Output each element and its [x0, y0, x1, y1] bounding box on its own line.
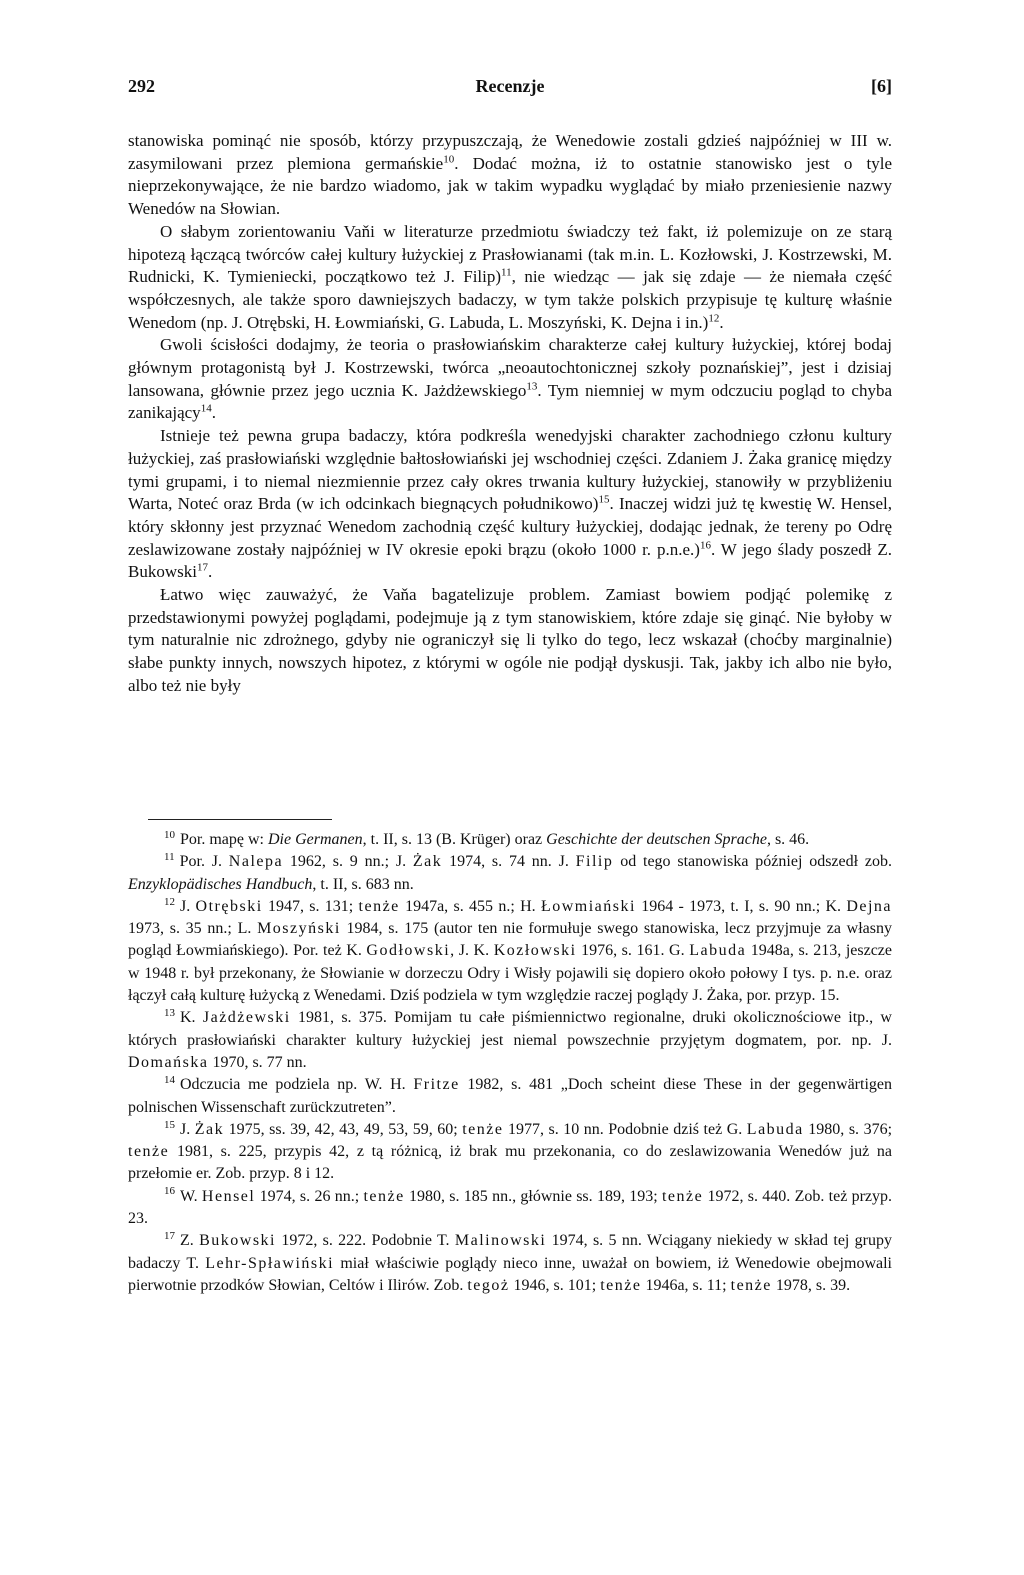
footnote-number: 17	[164, 1230, 175, 1243]
footnote-ref: 15	[598, 493, 610, 506]
text-run: Gwoli ścisłości dodajmy, że teoria o prasłowiańskim charakterze całej kultury łużyckiej, której bodaj głównym protagonistą był J. Kostrzewski, twórca „neoautochtonicznej szkoły poznańskiej”, jest i dzisiaj lansowana, głównie przez jego ucznia K. Jażdżewskiego	[128, 335, 892, 400]
author-name: Kozłowski	[493, 942, 577, 960]
text-run: , s. 46.	[766, 831, 810, 848]
footnote-ref: 10	[443, 153, 455, 166]
text-run: 1974, s. 5 nn. Wciągany niekiedy w skład tej grupy badaczy T.	[128, 1232, 893, 1272]
footnote-number: 12	[164, 895, 175, 908]
text-run: 1947a, s. 455 n.; H.	[399, 897, 541, 915]
author-name: tenże	[600, 1276, 642, 1294]
text-run: 1948a, s. 213, jeszcze w 1948 r. był przekonany, że Słowianie w dorzeczu Odry i Wisły pojawili się dopiero około połowy I tys. p. n.e. oraz łączył całą kulturę łużycką z Wenedami. Dziś podziela w tym względzie raczej poglądy J. Żaka, por. przyp. 15.	[128, 942, 893, 1005]
author-name: Fritze	[413, 1076, 460, 1094]
author-name: Labuda	[746, 1120, 804, 1138]
main-text	[128, 130, 892, 698]
text-run: 1974, s. 74 nn. J.	[442, 853, 576, 871]
text-run: .	[207, 562, 213, 582]
work-title: Enzyklopädisches Handbuch	[128, 875, 313, 893]
text-run: Istnieje też pewna grupa badaczy, która podkreśla wenedyjski charakter zachodniego członu kultury łużyckiej, zaś prasłowiański względnie bałtosłowiański jej wschodniej części. Zdaniem J. Żaka granicę między tymi grupami, i to niemal niezmiennie przez cały okres trwania kultury łużyckiej, stanowiły w przybliżeniu Warta, Noteć oraz Brda (w ich odcinkach biegnących południkowo)	[128, 426, 892, 514]
paragraph	[128, 334, 892, 425]
text-run: 1984, s. 175 (autor ten nie formułuje swego stanowiska, lecz przyjmuje za własny pogląd Łowmiańskiego). Por. też K.	[128, 920, 892, 960]
footnote-11	[128, 851, 892, 896]
text-run: . Dodać można, iż to ostatnie stanowisko jest o tyle nieprzekonywające, że nie bardzo wiadomo, jak w takim wypadku wyglądać by miało przeniesienie nazwy Wenedów na Słowian.	[128, 153, 892, 219]
text-run: 1976, s. 161. G.	[576, 942, 690, 960]
author-name: Filip	[575, 853, 614, 871]
text-run: 1982, s. 481 „Doch scheint diese These in der gegenwärtigen polnischen Wissenschaft zurückzutreten”.	[128, 1076, 893, 1116]
author-name: tenże	[363, 1187, 405, 1205]
footnote-number: 16	[164, 1185, 175, 1198]
author-name: tenże	[128, 1143, 170, 1161]
footnotes	[128, 829, 892, 1297]
work-title: Die Germanen	[268, 831, 363, 848]
author-name: Moszyński	[257, 920, 341, 938]
text-run: 1973, s. 35 nn.; L.	[128, 920, 258, 938]
author-name: Bukowski	[199, 1232, 276, 1250]
paragraph	[128, 130, 892, 221]
author-name: Labuda	[689, 942, 747, 960]
text-run: 1981, s. 225, przypis 42, z tą różnicą, iż brak mu przekonania, co do zeslawizowania Wenedów już na przełomie er. Zob. przyp. 8 i 12.	[128, 1143, 892, 1183]
text-run: J.	[180, 897, 196, 915]
footnote-13	[128, 1007, 892, 1074]
text-run: 1981, s. 375. Pomijam tu całe piśmiennictwo regionalne, druki okolicznościowe itp., w których prasłowiański charakter kultury łużyckiej jest niemal powszechnie przyjętym dogmatem, por. np. J.	[128, 1009, 892, 1049]
running-title: Recenzje	[475, 76, 545, 96]
footnote-ref: 17	[196, 561, 208, 574]
footnote-ref: 11	[501, 266, 512, 279]
author-name: tegoż	[467, 1276, 510, 1294]
author-name: Domańska	[128, 1053, 209, 1071]
text-run: 1974, s. 26 nn.;	[255, 1187, 364, 1205]
footnote-14	[128, 1074, 892, 1119]
text-run: 1962, s. 9 nn.; J.	[283, 853, 413, 871]
text-run: . Tym niemniej w mym odczuciu pogląd to chyba zanikający	[128, 380, 893, 423]
author-name: Godłowski	[366, 942, 451, 960]
footnote-ref: 12	[708, 311, 720, 324]
paragraph	[128, 425, 892, 584]
author-name: Żak	[412, 853, 443, 871]
footnote-number: 13	[164, 1007, 175, 1020]
text-run: 1947, s. 131;	[262, 897, 359, 915]
section-number: [6]	[871, 76, 892, 96]
text-run: 1970, s. 77 nn.	[208, 1053, 307, 1071]
text-run: 1946a, s. 11;	[641, 1276, 731, 1294]
footnote-ref: 14	[200, 402, 212, 415]
footnote-number: 11	[164, 850, 175, 863]
author-name: Żak	[194, 1120, 225, 1138]
text-run: Por. mapę w:	[180, 831, 268, 848]
footnote-17	[128, 1230, 892, 1297]
text-run: od tego stanowiska później odszedł zob.	[613, 853, 892, 871]
author-name: tenże	[730, 1276, 772, 1294]
text-run: , nie wiedząc — jak się zdaje — że niemała część współczesnych, ale także sporo dawniejszych badaczy, w tym także polskich przypisuje tę kulturę właśnie Wenedom (np. J. Otrębski, H. Łowmiański, G. Labuda, L. Moszyński, K. Dejna i in.)	[128, 267, 892, 332]
author-name: tenże	[358, 897, 400, 915]
author-name: Dejna	[846, 897, 893, 915]
footnote-ref: 16	[699, 539, 711, 551]
text-run: J.	[180, 1120, 195, 1138]
text-run: , t. II, s. 683 nn.	[312, 875, 414, 893]
text-run: Z.	[180, 1232, 200, 1250]
text-run: K.	[180, 1009, 203, 1027]
page-number: 292	[128, 76, 155, 96]
text-run: 1972, s. 440. Zob. też przyp. 23.	[128, 1187, 893, 1228]
author-name: Nalepa	[228, 853, 284, 871]
text-run: W.	[180, 1187, 202, 1205]
footnote-ref: 13	[526, 380, 538, 393]
text-run: miał właściwie poglądy nieco inne, uważał on bowiem, iż Wenedowie obejmowali pierwotnie przodków Słowian, Celtów i Ilirów. Zob.	[128, 1254, 892, 1294]
text-run: .	[719, 312, 724, 332]
work-title: Geschichte der deutschen Sprache	[546, 831, 767, 848]
text-run: Por. J.	[179, 853, 229, 871]
text-run: O słabym zorientowaniu Vaňi w literaturze przedmiotu świadczy też fakt, iż polemizuje on ze starą hipotezą łączącą twórców całej kultury łużyckiej z Prasłowianami (tak m.in. L. Kozłowski, J. Kostrzewski, M. Rudnicki, K. Tymieniecki, początkowo też J. Filip)	[128, 221, 892, 287]
text-run: 1980, s. 376;	[803, 1120, 893, 1138]
author-name: Łowmiański	[540, 897, 636, 915]
author-name: tenże	[661, 1187, 704, 1205]
author-name: Otrębski	[195, 897, 263, 915]
footnote-number: 15	[164, 1118, 175, 1131]
text-run: 1977, s. 10 nn. Podobnie dziś też G.	[503, 1120, 747, 1138]
footnote-16	[128, 1186, 892, 1231]
footnote-15	[128, 1119, 892, 1186]
text-run: 1964 - 1973, t. I, s. 90 nn.; K.	[635, 897, 847, 915]
text-run: 1975, ss. 39, 42, 43, 49, 53, 59, 60;	[224, 1120, 463, 1138]
text-run: Łatwo więc zauważyć, że Vaňa bagatelizuje problem. Zamiast bowiem podjąć polemikę z przedstawionymi powyżej poglądami, podejmuje ją z tym stanowiskiem, które zdaje się ginąć. Nie byłoby w tym naturalnie nic zdrożnego, gdyby nie ograniczył się li tylko do tego, lecz wskazał (choćby marginalnie) słabe punkty innych, nowszych hipotez, z którymi w ogóle nie podjął dyskusji. Tak, jakby ich albo nie było, albo też nie były	[128, 585, 892, 695]
author-name: Lehr-Spławiński	[205, 1254, 335, 1272]
footnote-number: 14	[164, 1073, 175, 1086]
text-run: Odczucia me podziela np. W. H.	[180, 1076, 414, 1094]
text-run: 1946, s. 101;	[509, 1276, 601, 1294]
text-run: . W jego ślady poszedł Z. Bukowski	[128, 539, 892, 582]
text-run: stanowiska pominąć nie sposób, którzy przypuszczają, że Wenedowie zostali gdzieś najpóźniej w III w. zasymilowani przez plemiona germańskie	[128, 131, 892, 173]
text-run: , J. K.	[450, 942, 494, 960]
paragraph	[128, 584, 892, 698]
text-run: .	[211, 403, 216, 423]
running-header	[128, 76, 892, 106]
text-run: . Inaczej widzi już tę kwestię W. Hensel, który skłonny jest przyznać Wenedom zachodnią część kultury łużyckiej, dodając jednak, że tereny po Odrę zeslawizowane zostały najpóźniej w IV okresie epoki brązu (około 1000 r. p.n.e.)	[128, 494, 893, 559]
author-name: tenże	[462, 1120, 504, 1138]
text-run: 1980, s. 185 nn., głównie ss. 189, 193;	[404, 1187, 662, 1205]
author-name: Jażdżewski	[202, 1009, 291, 1027]
footnote-number: 10	[164, 828, 175, 841]
text-run: , t. II, s. 13 (B. Krüger) oraz	[362, 831, 547, 848]
footnote-10	[128, 829, 892, 851]
author-name: Malinowski	[454, 1232, 547, 1250]
text-run: 1972, s. 222. Podobnie T.	[276, 1232, 455, 1250]
text-run: 1978, s. 39.	[771, 1276, 851, 1294]
paragraph	[128, 221, 892, 335]
author-name: Hensel	[201, 1187, 256, 1205]
footnote-12	[128, 896, 892, 1007]
footnote-separator	[148, 819, 332, 820]
